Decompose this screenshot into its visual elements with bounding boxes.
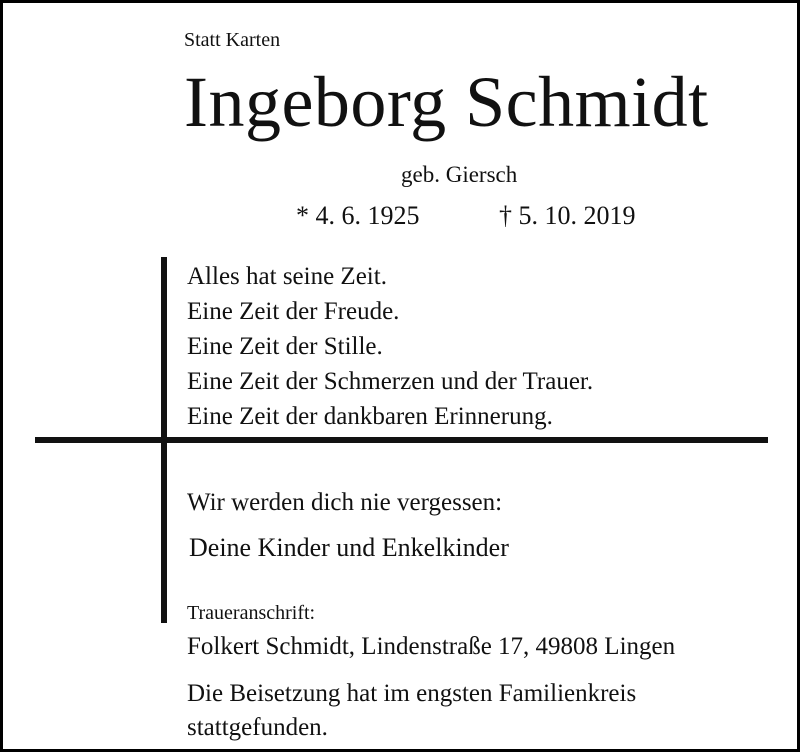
death-date: † 5. 10. 2019 — [499, 201, 636, 230]
mourners-signature: Deine Kinder und Enkelkinder — [189, 533, 509, 562]
burial-note: Die Beisetzung hat im engsten Familienkreis stattgefunden. — [187, 680, 637, 741]
maiden-name: geb. Giersch — [401, 162, 518, 187]
cross-horizontal-bar — [35, 437, 768, 443]
address-label: Traueranschrift: — [187, 602, 316, 624]
birth-date: * 4. 6. 1925 — [296, 201, 420, 230]
deceased-name: Ingeborg Schmidt — [184, 62, 709, 142]
header-label: Statt Karten — [184, 29, 281, 51]
quote-line: Eine Zeit der Schmerzen und der Trauer. — [187, 368, 594, 395]
mourning-address: Folkert Schmidt, Lindenstraße 17, 49808 Lingen — [187, 633, 676, 660]
farewell-text: Wir werden dich nie vergessen: — [187, 489, 503, 516]
quote-line: Eine Zeit der dankbaren Erinnerung. — [187, 403, 553, 430]
quote-line: Eine Zeit der Freude. — [187, 298, 400, 325]
quote-line: Eine Zeit der Stille. — [187, 333, 383, 360]
quote-line: Alles hat seine Zeit. — [187, 263, 387, 290]
quote-block — [187, 259, 593, 434]
